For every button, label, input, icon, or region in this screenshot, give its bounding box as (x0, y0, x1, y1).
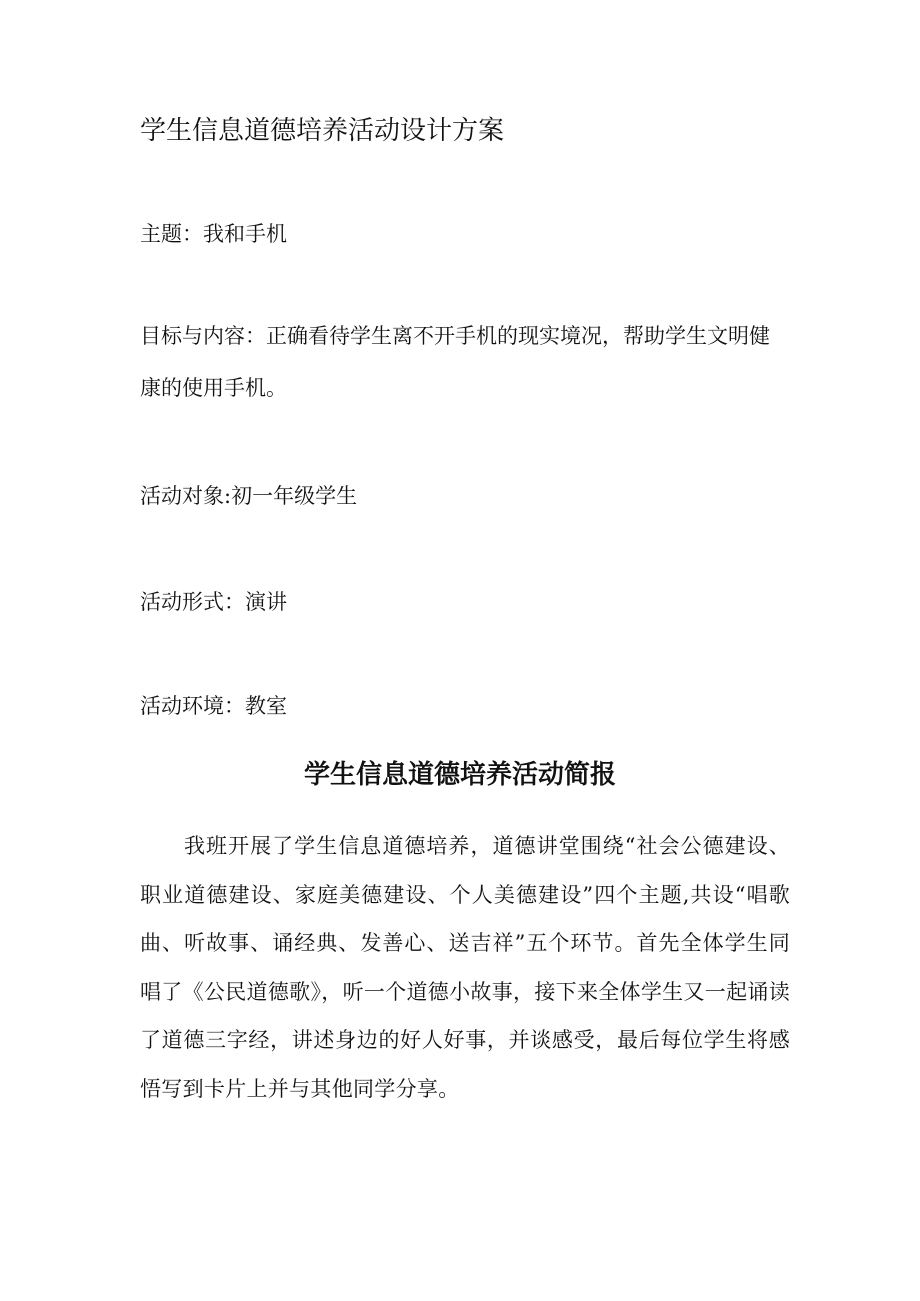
plan-form: 活动形式：演讲 (140, 590, 287, 614)
plan-target: 活动对象:初一年级学生 (140, 484, 358, 508)
plan-title: 学生信息道德培养活动设计方案 (140, 116, 505, 146)
plan-goal-line-2: 康的使用手机。 (140, 376, 287, 400)
plan-theme: 主题：我和手机 (140, 222, 287, 246)
plan-goal-line-1: 目标与内容：正确看待学生离不开手机的现实境况，帮助学生文明健 (140, 324, 770, 348)
plan-environment: 活动环境：教室 (140, 694, 287, 718)
report-body: 我班开展了学生信息道德培养，道德讲堂围绕“社会公德建设、职业道德建设、家庭美德建设、个人美德建设”四个主题,共设“唱歌曲、听故事、诵经典、发善心、送吉祥”五个环节。首先全体学生同唱了《公民道德歌》，听一个道德小故事，接下来全体学生又一起诵读了道德三字经，讲述身边的好人好事，并谈感受，最后每位学生将感悟写到卡片上并与其他同学分享。 (140, 834, 790, 1101)
report-title: 学生信息道德培养活动简报 (303, 760, 616, 790)
